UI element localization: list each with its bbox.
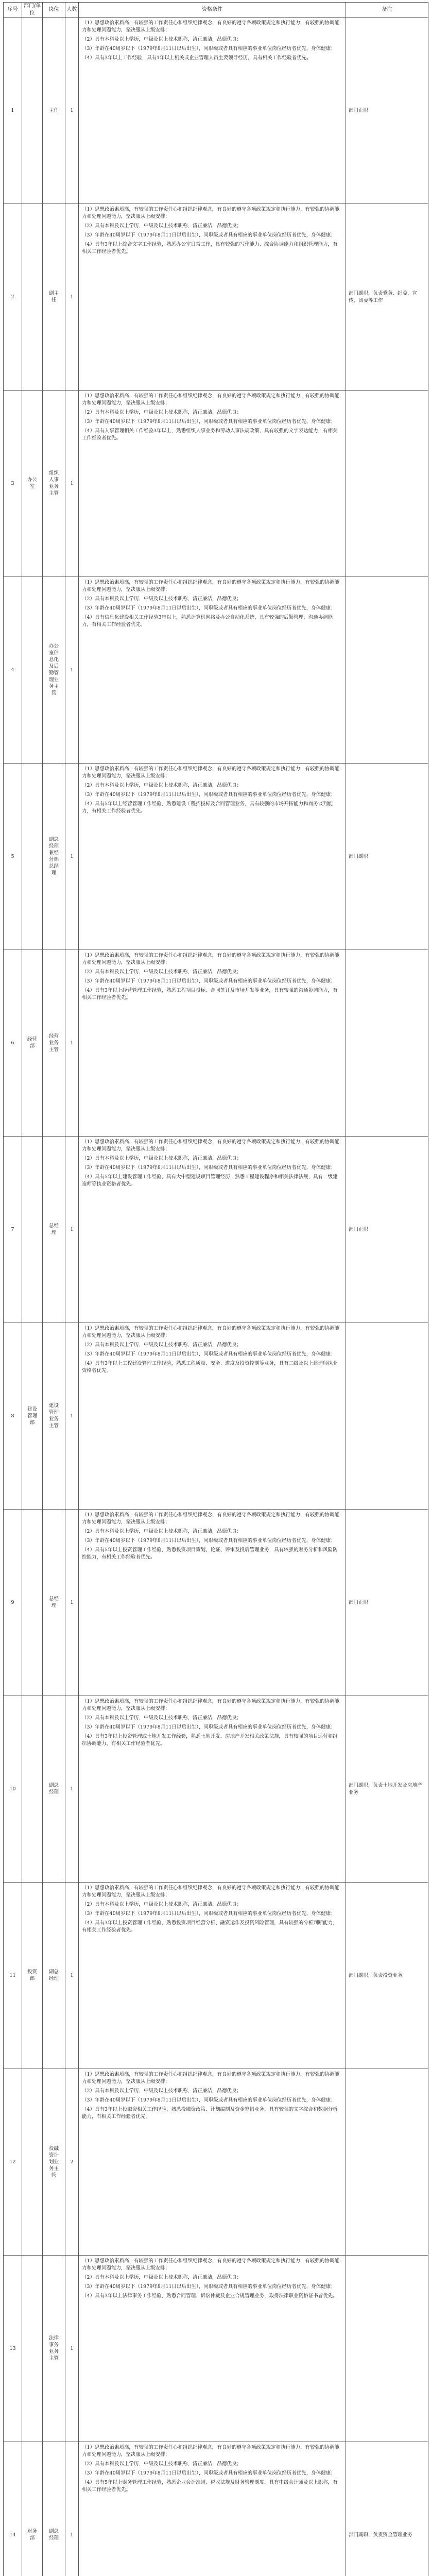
- header-requirements: 资格条件: [79, 3, 346, 18]
- requirements-cell: （1）思想政治素质高，有较强的工作责任心和组织纪律观念，有良好的遵守各项政策规定和执行能力，有较强的协调能力和处理问题能力，坚决服从上级安排； （2）具有本科及以上学历，中级及以上技术职称，清正廉洁，品德优良； （3）年龄在40周岁以下（1979年8月11日以后出生），同职级或者具有相应的事业单位岗位经历者优先，身体健康； （4）具有5年以上建设管理工作经验，具有大中型建设项目管理经历，熟悉工程建设程序和相关法律法规，具有一级建造师等执业资格者优先。: [79, 1137, 346, 1323]
- seq-cell: 14: [4, 2442, 22, 2576]
- table-header-row: [4, 3, 428, 18]
- count-cell: 1: [65, 18, 79, 204]
- position-cell: 经营业务主管: [43, 950, 65, 1137]
- dept-cell: 办公室: [22, 391, 43, 577]
- requirements-cell: （1）思想政治素质高，有较强的工作责任心和组织纪律观念，有良好的遵守各项政策规定和执行能力，有较强的协调能力和处理问题能力，坚决服从上级安排； （2）具有本科及以上学历，中级及以上技术职称，清正廉洁，品德优良； （3）年龄在40周岁以下（1979年8月11日以后出生），同职级或者具有相应的事业单位岗位经历者优先，身体健康； （4）具有3年以上综合文字工作经验，熟悉办公室日常工作，具有较强的写作能力、综合协调能力和组织管理能力，有相关工作经验者优先。: [79, 204, 346, 391]
- note-cell: [346, 2069, 428, 2256]
- requirements-cell: （1）思想政治素质高，有较强的工作责任心和组织纪律观念，有良好的遵守各项政策规定和执行能力，有较强的协调能力和处理问题能力，坚决服从上级安排； （2）具有本科及以上学历，中级及以上技术职称，清正廉洁，品德优良； （3）年龄在40周岁以下（1979年8月11日以后出生），同职级或者具有相应的事业单位岗位经历者优先，身体健康； （4）具有3年以上工作经验，具有1年以上机关或企业管理人员主要领导经历，具有相关工作经验者优先。: [79, 18, 346, 204]
- position-cell: 副总经理: [43, 1883, 65, 2069]
- count-cell: 1: [65, 764, 79, 950]
- position-cell: 投融资计划业务主管: [43, 2069, 65, 2256]
- header-position: 岗位: [43, 3, 65, 18]
- dept-cell: [22, 18, 43, 204]
- note-cell: 部门正职: [346, 18, 428, 204]
- count-cell: 1: [65, 2442, 79, 2576]
- count-cell: 1: [65, 1696, 79, 1883]
- note-cell: 部门正职: [346, 1510, 428, 1696]
- table-row: [4, 577, 428, 764]
- position-cell: 主任: [43, 18, 65, 204]
- count-cell: 1: [65, 391, 79, 577]
- table-row: [4, 1323, 428, 1510]
- dept-cell: [22, 204, 43, 391]
- table-row: [4, 2069, 428, 2256]
- count-cell: 1: [65, 1883, 79, 2069]
- seq-cell: 2: [4, 204, 22, 391]
- note-cell: [346, 950, 428, 1137]
- position-cell: 法律事务业务主管: [43, 2256, 65, 2442]
- note-cell: [346, 391, 428, 577]
- dept-cell: 财务部: [22, 2442, 43, 2576]
- dept-cell: [22, 2069, 43, 2256]
- seq-cell: 9: [4, 1510, 22, 1696]
- seq-cell: 1: [4, 18, 22, 204]
- position-cell: 副总经理: [43, 1696, 65, 1883]
- requirements-cell: （1）思想政治素质高，有较强的工作责任心和组织纪律观念，有良好的遵守各项政策规定和执行能力，有较强的协调能力和处理问题能力，坚决服从上级安排； （2）具有本科及以上学历，中级及以上技术职称，清正廉洁，品德优良； （3）年龄在40周岁以下（1979年8月11日以后出生），同职级或者具有相应的事业单位岗位经历者优先，身体健康； （4）具有5年以上经营管理工作经验，熟悉建设工程招投标及合同管理业务，具有较强的市场开拓能力和商务谈判能力，有相关工作经验者优先。: [79, 764, 346, 950]
- note-cell: 部门副职: [346, 764, 428, 950]
- requirements-cell: （1）思想政治素质高，有较强的工作责任心和组织纪律观念，有良好的遵守各项政策规定和执行能力，有较强的协调能力和处理问题能力，坚决服从上级安排； （2）具有本科及以上学历，中级及以上技术职称，清正廉洁，品德优良； （3）年龄在40周岁以下（1979年8月11日以后出生），同职级或者具有相应的事业单位岗位经历者优先，身体健康； （4）具有3年以上法律事务工作经验，熟悉合同管理、诉讼仲裁及企业合规管理业务，取得法律职业资格证书者优先。: [79, 2256, 346, 2442]
- dept-cell: 建设管理部: [22, 1323, 43, 1510]
- note-cell: 部门副职，负责党务、纪委、宣传、团委等工作: [346, 204, 428, 391]
- requirements-cell: （1）思想政治素质高，有较强的工作责任心和组织纪律观念，有良好的遵守各项政策规定和执行能力，有较强的协调能力和处理问题能力，坚决服从上级安排； （2）具有本科及以上学历，中级及以上技术职称，清正廉洁，品德优良； （3）年龄在40周岁以下（1979年8月11日以后出生），同职级或者具有相应的事业单位岗位经历者优先，身体健康； （4）具有5年以上投资管理工作经验，熟悉投资项目策划、论证、评审及投后管理业务，具有较强的财务分析和风险防控能力，有相关工作经验者优先。: [79, 1510, 346, 1696]
- dept-cell: 经营部: [22, 950, 43, 1137]
- dept-cell: [22, 577, 43, 764]
- count-cell: 1: [65, 577, 79, 764]
- seq-cell: 5: [4, 764, 22, 950]
- note-cell: 部门副职，负责投资业务: [346, 1883, 428, 2069]
- position-cell: 副总经理兼经营部总经理: [43, 764, 65, 950]
- table-row: [4, 950, 428, 1137]
- table-row: [4, 764, 428, 950]
- header-seq: 序号: [4, 3, 22, 18]
- seq-cell: 11: [4, 1883, 22, 2069]
- note-cell: 部门副职，负责资金管理业务: [346, 2442, 428, 2576]
- table-row: [4, 1137, 428, 1323]
- position-cell: 总经理: [43, 1137, 65, 1323]
- seq-cell: 8: [4, 1323, 22, 1510]
- position-cell: 建设管理业务主管: [43, 1323, 65, 1510]
- table-row: [4, 204, 428, 391]
- recruitment-table: [3, 2, 428, 2576]
- requirements-cell: （1）思想政治素质高，有较强的工作责任心和组织纪律观念，有良好的遵守各项政策规定和执行能力，有较强的协调能力和处理问题能力，坚决服从上级安排； （2）具有本科及以上学历，中级及以上技术职称，清正廉洁，品德优良； （3）年龄在40周岁以下（1979年8月11日以后出生），同职级或者具有相应的事业单位岗位经历者优先，身体健康； （4）具有信息化建设相关工作经验3年以上，熟悉计算机网络及办公自动化系统，具有较强的后勤管理、沟通协调能力，有相关工作经验者优先。: [79, 577, 346, 764]
- seq-cell: 3: [4, 391, 22, 577]
- count-cell: 1: [65, 1510, 79, 1696]
- count-cell: 1: [65, 1323, 79, 1510]
- note-cell: [346, 2256, 428, 2442]
- table-row: [4, 18, 428, 204]
- dept-cell: [22, 2256, 43, 2442]
- note-cell: 部门副职，负责土地开发及房地产业务: [346, 1696, 428, 1883]
- dept-cell: [22, 764, 43, 950]
- dept-cell: [22, 1696, 43, 1883]
- table-row: [4, 1883, 428, 2069]
- position-cell: 办公室信息化及后勤管理业务主管: [43, 577, 65, 764]
- count-cell: 1: [65, 2256, 79, 2442]
- count-cell: 1: [65, 204, 79, 391]
- count-cell: 2: [65, 2069, 79, 2256]
- header-note: 备注: [346, 3, 428, 18]
- note-cell: [346, 577, 428, 764]
- requirements-cell: （1）思想政治素质高，有较强的工作责任心和组织纪律观念，有良好的遵守各项政策规定和执行能力，有较强的协调能力和处理问题能力，坚决服从上级安排； （2）具有本科及以上学历，中级及以上技术职称，清正廉洁，品德优良； （3）年龄在40周岁以下（1979年8月11日以后出生），同职级或者具有相应的事业单位岗位经历者优先，身体健康； （4）具有3年以上工程建设管理工作经验，熟悉工程质量、安全、进度及投资控制等业务，具有二级及以上建造师执业资格者优先。: [79, 1323, 346, 1510]
- seq-cell: 4: [4, 577, 22, 764]
- header-count: 人数: [65, 3, 79, 18]
- table-row: [4, 1510, 428, 1696]
- seq-cell: 6: [4, 950, 22, 1137]
- dept-cell: 投资部: [22, 1883, 43, 2069]
- requirements-cell: （1）思想政治素质高，有较强的工作责任心和组织纪律观念，有良好的遵守各项政策规定和执行能力，有较强的协调能力和处理问题能力，坚决服从上级安排； （2）具有本科及以上学历，中级及以上技术职称，清正廉洁，品德优良； （3）年龄在40周岁以下（1979年8月11日以后出生），同职级或者具有相应的事业单位岗位经历者优先，身体健康； （4）具有3年以上投融资相关工作经验，熟悉投融资政策、计划编制及资金筹措业务，具有较强的文字综合和数据分析能力，有相关工作经验者优先。: [79, 2069, 346, 2256]
- count-cell: 1: [65, 1137, 79, 1323]
- position-cell: 组织人事业务主管: [43, 391, 65, 577]
- seq-cell: 10: [4, 1696, 22, 1883]
- table-row: [4, 1696, 428, 1883]
- table-row: [4, 2256, 428, 2442]
- requirements-cell: （1）思想政治素质高，有较强的工作责任心和组织纪律观念，有良好的遵守各项政策规定和执行能力，有较强的协调能力和处理问题能力，坚决服从上级安排； （2）具有本科及以上学历，中级及以上技术职称，清正廉洁，品德优良； （3）年龄在40周岁以下（1979年8月11日以后出生），同职级或者具有相应的事业单位岗位经历者优先，身体健康； （4）具有人事管理相关工作经验3年以上，熟悉组织人事业务和劳动人事法规政策，具有较强的文字表达能力，有相关工作经验者优先。: [79, 391, 346, 577]
- requirements-cell: （1）思想政治素质高，有较强的工作责任心和组织纪律观念，有良好的遵守各项政策规定和执行能力，有较强的协调能力和处理问题能力，坚决服从上级安排； （2）具有本科及以上学历，中级及以上技术职称，清正廉洁，品德优良； （3）年龄在40周岁以下（1979年8月11日以后出生），同职级或者具有相应的事业单位岗位经历者优先，身体健康； （4）具有3年以上经营管理工作经验，熟悉工程项目投标、合同签订及市场开发等业务，具有较强的沟通协调能力，有相关工作经验者优先。: [79, 950, 346, 1137]
- requirements-cell: （1）思想政治素质高，有较强的工作责任心和组织纪律观念，有良好的遵守各项政策规定和执行能力，有较强的协调能力和处理问题能力，坚决服从上级安排； （2）具有本科及以上学历，中级及以上技术职称，清正廉洁，品德优良； （3）年龄在40周岁以下（1979年8月11日以后出生），同职级或者具有相应的事业单位岗位经历者优先，身体健康； （4）具有3年以上投资管理或土地开发工作经验，熟悉土地开发、房地产开发相关政策法规，具有较强的项目运营和组织协调能力，有相关工作经验者优先。: [79, 1696, 346, 1883]
- count-cell: 1: [65, 950, 79, 1137]
- position-cell: 总经理: [43, 1510, 65, 1696]
- requirements-cell: （1）思想政治素质高，有较强的工作责任心和组织纪律观念，有良好的遵守各项政策规定和执行能力，有较强的协调能力和处理问题能力，坚决服从上级安排； （2）具有本科及以上学历，中级及以上技术职称，清正廉洁，品德优良； （3）年龄在40周岁以下（1979年8月11日以后出生），同职级或者具有相应的事业单位岗位经历者优先，身体健康； （4）具有5年以上财务管理工作经验，熟悉企业会计准则、税收法规及财务管理制度，具有中级会计师及以上职称，有相关工作经验者优先。: [79, 2442, 346, 2576]
- seq-cell: 13: [4, 2256, 22, 2442]
- table-row: [4, 391, 428, 577]
- position-cell: 副总经理: [43, 2442, 65, 2576]
- position-cell: 副主任: [43, 204, 65, 391]
- seq-cell: 12: [4, 2069, 22, 2256]
- requirements-cell: （1）思想政治素质高，有较强的工作责任心和组织纪律观念，有良好的遵守各项政策规定和执行能力，有较强的协调能力和处理问题能力，坚决服从上级安排； （2）具有本科及以上学历，中级及以上技术职称，清正廉洁，品德优良； （3）年龄在40周岁以下（1979年8月11日以后出生），同职级或者具有相应的事业单位岗位经历者优先，身体健康； （4）具有3年以上投资管理工作经验，熟悉投资项目经营分析、融资运作及投资风险管理，具有较强的分析判断能力，有相关工作经验者优先。: [79, 1883, 346, 2069]
- header-dept: 部门/单位: [22, 3, 43, 18]
- dept-cell: [22, 1137, 43, 1323]
- dept-cell: [22, 1510, 43, 1696]
- seq-cell: 7: [4, 1137, 22, 1323]
- note-cell: [346, 1323, 428, 1510]
- table-row: [4, 2442, 428, 2576]
- note-cell: 部门正职: [346, 1137, 428, 1323]
